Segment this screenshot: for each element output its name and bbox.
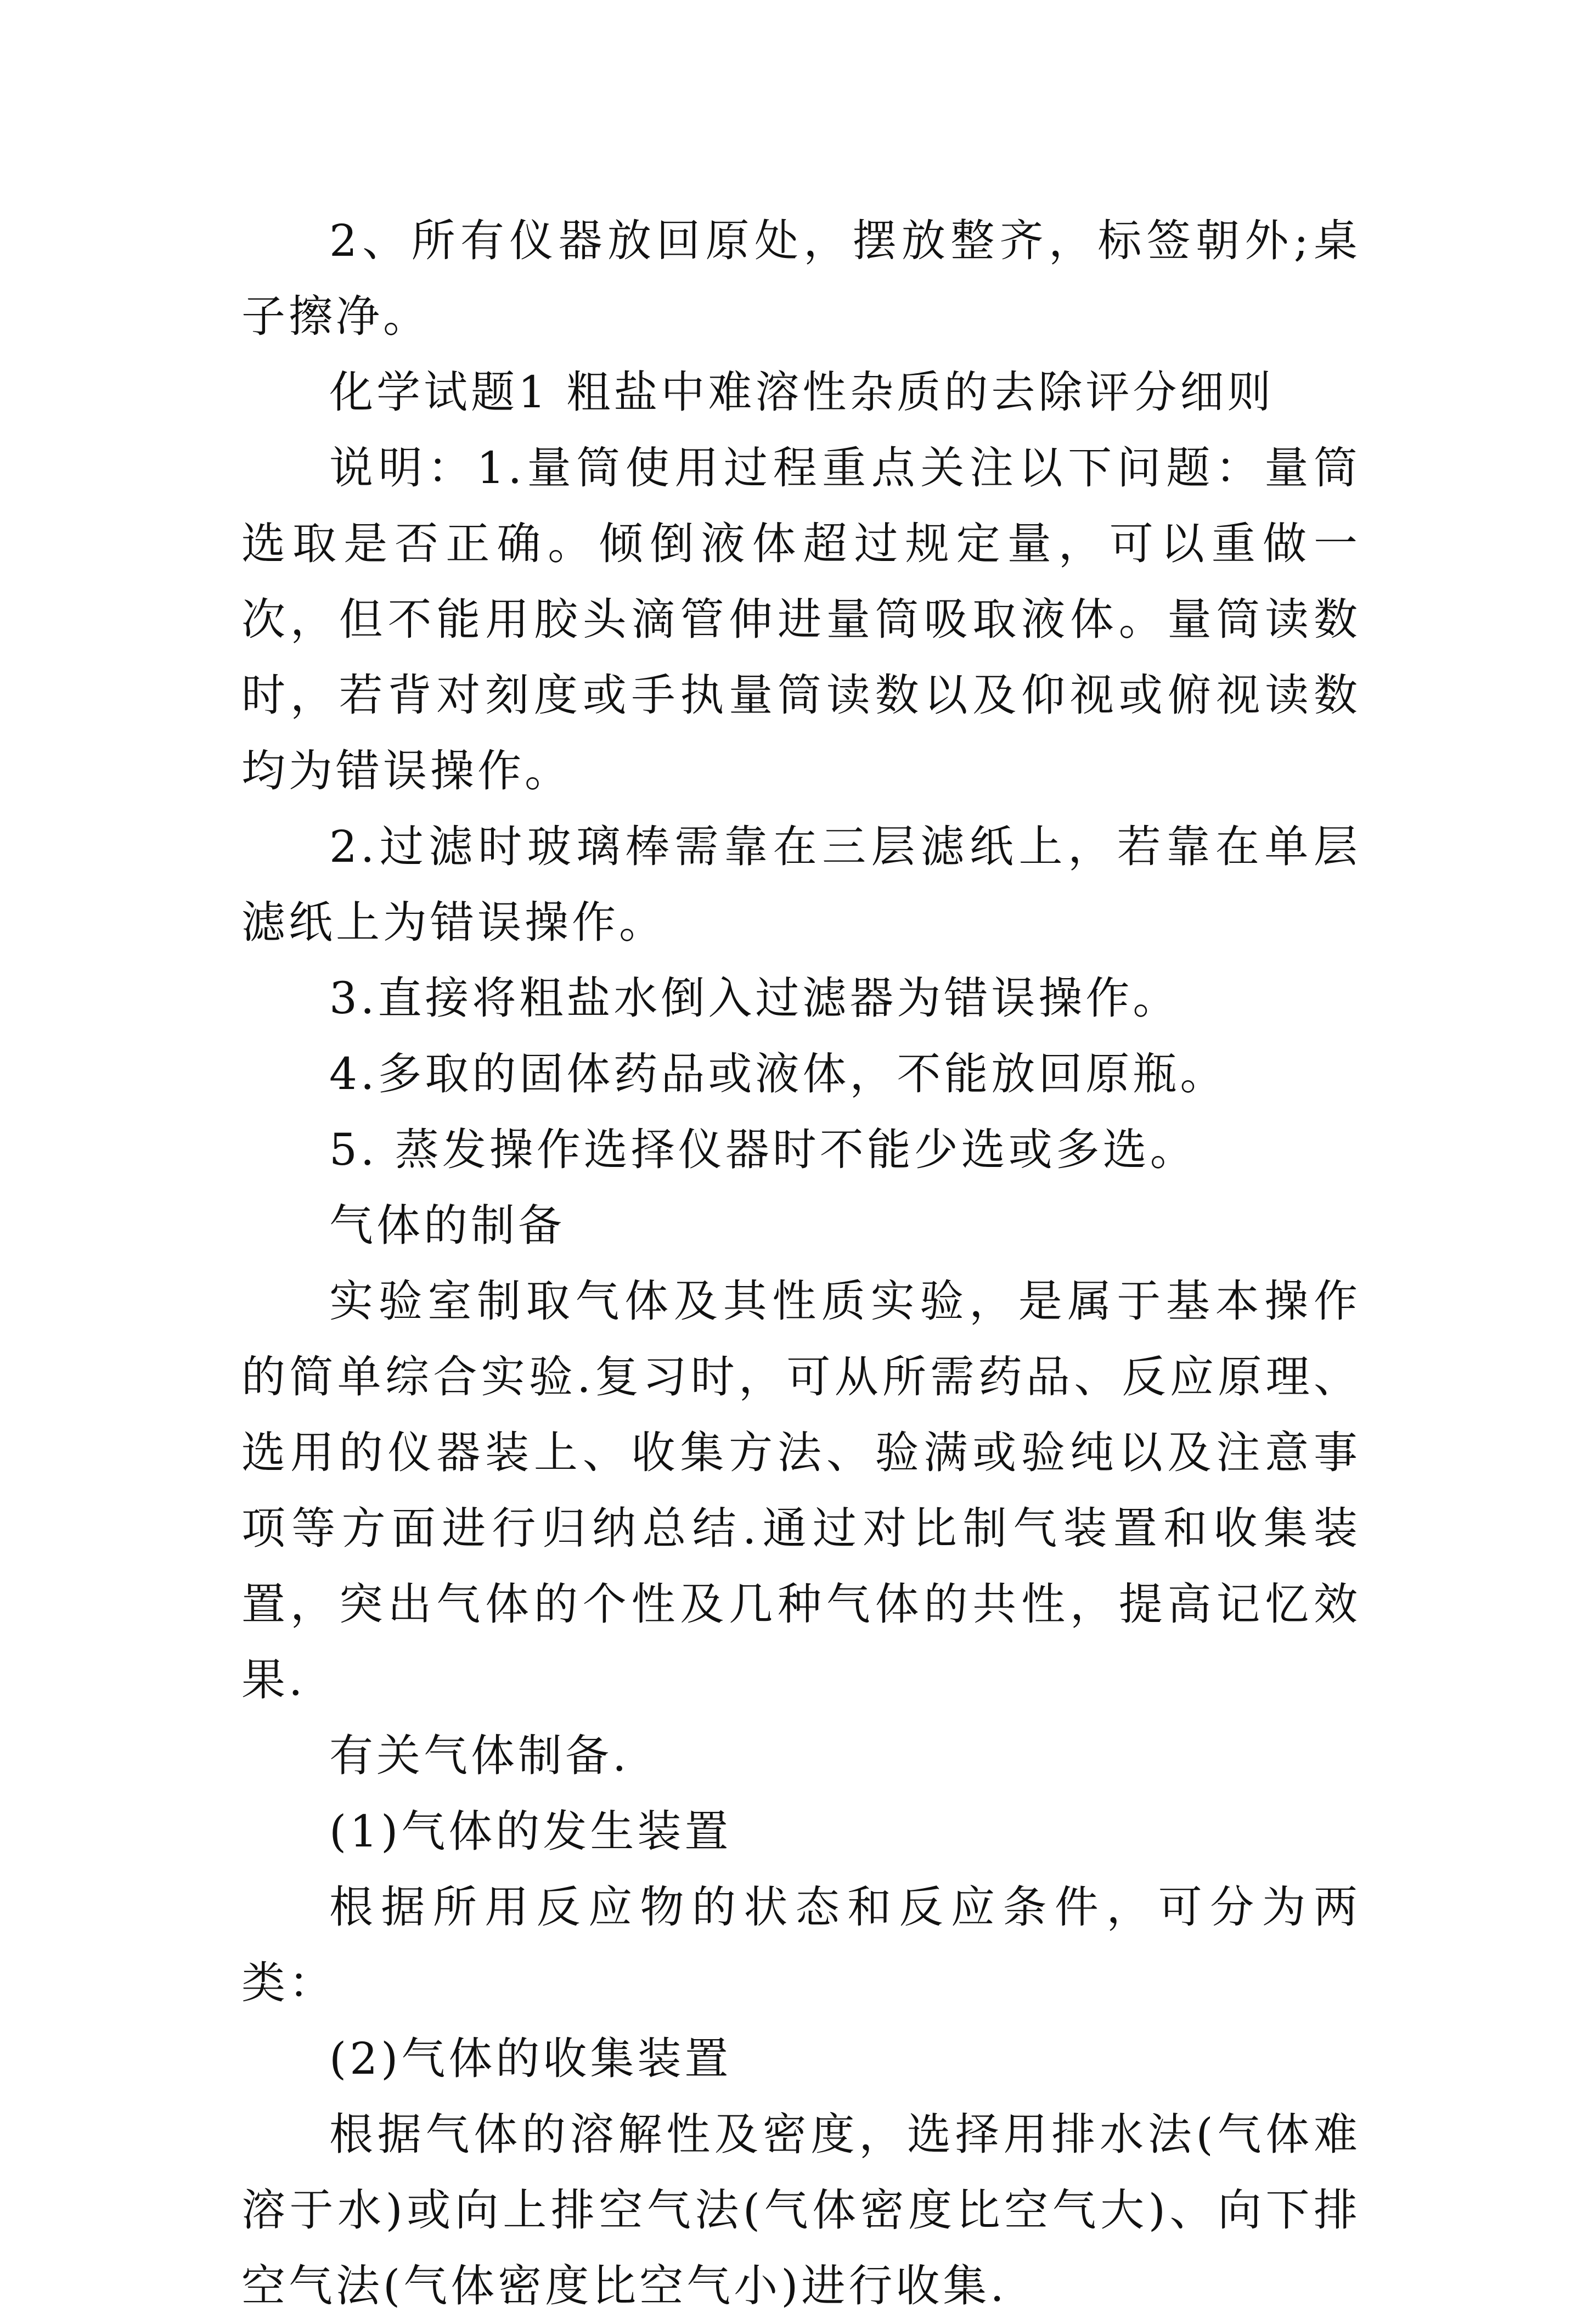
paragraph-gas-experiment-overview: 实验室制取气体及其性质实验，是属于基本操作的简单综合实验.复习时，可从所需药品、反应原理、选用的仪器装上、收集方法、验满或验纯以及注意事项等方面进行归纳总结.通过对比制气装置和收集装置，突出气体的个性及几种气体的共性，提高记忆效果. bbox=[241, 1276, 1361, 1705]
paragraph-note-evaporation: 5. 蒸发操作选择仪器时不能少选或多选。 bbox=[329, 1124, 1197, 1175]
paragraph-instrument-cleanup: 2、所有仪器放回原处，摆放整齐，标签朝外;桌子擦净。 bbox=[241, 215, 1361, 342]
paragraph-note-pouring: 3.直接将粗盐水倒入过滤器为错误操作。 bbox=[329, 973, 1180, 1024]
paragraph-note-measuring-cylinder: 说明：1.量筒使用过程重点关注以下问题：量筒选取是否正确。倾倒液体超过规定量，可以重做一次，但不能用胶头滴管伸进量筒吸取液体。量筒读数时，若背对刻度或手执量筒读数以及仰视或俯视读数均为错误操作。 bbox=[241, 442, 1361, 796]
subheading-gas-collection-device: (2)气体的收集装置 bbox=[329, 2033, 732, 2084]
paragraph-note-filtering: 2.过滤时玻璃棒需靠在三层滤纸上，若靠在单层滤纸上为错误操作。 bbox=[241, 821, 1361, 948]
subheading-gas-generation-device: (1)气体的发生装置 bbox=[329, 1806, 732, 1857]
section-heading-gas-preparation: 气体的制备 bbox=[329, 1200, 565, 1251]
paragraph-scoring-title: 化学试题1 粗盐中难溶性杂质的去除评分细则 bbox=[329, 367, 1275, 418]
paragraph-note-excess-reagent: 4.多取的固体药品或液体，不能放回原瓶。 bbox=[329, 1048, 1227, 1099]
paragraph-gas-preparation-intro: 有关气体制备. bbox=[329, 1730, 630, 1781]
paragraph-collection-methods: 根据气体的溶解性及密度，选择用排水法(气体难溶于水)或向上排空气法(气体密度比空气大)、向下排空气法(气体密度比空气小)进行收集. bbox=[241, 2109, 1361, 2311]
document-body bbox=[241, 203, 1361, 2324]
paragraph-generation-categories: 根据所用反应物的状态和反应条件，可分为两类： bbox=[241, 1882, 1361, 2008]
